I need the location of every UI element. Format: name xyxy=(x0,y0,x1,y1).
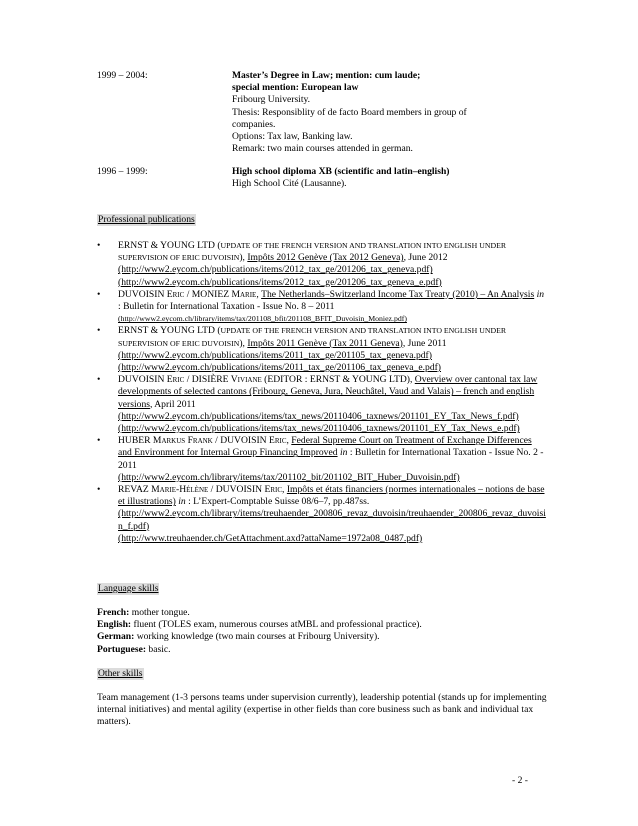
publication-title: Overview over cantonal tax law developments of selected cantons (Fribourg, Geneva, Jura, Neuchâtel, Vaud and Valais) – french and english versions xyxy=(118,374,538,410)
language-label: French: xyxy=(97,607,130,618)
publication-title: Federal Supreme Court on Treatment of Exchange Differences and Environment for Internal Group Financing Improved xyxy=(118,435,532,459)
publications-list xyxy=(97,240,547,545)
publication-title: Impôts 2012 Genève (Tax 2012 Geneva) xyxy=(247,252,404,264)
section-heading-publications: Professional publications xyxy=(98,214,195,225)
publication-info: , June 2011 xyxy=(402,337,447,349)
publication-info: , June 2012 xyxy=(403,252,448,264)
publication-author: DUVOISIN Eric / MONIEZ Marie, xyxy=(118,288,262,300)
publication-link[interactable]: (http://www2.eycom.ch/library/items/treuhaender_200806_revaz_duvoisin/treuhaender_200806_revaz_duvoisin_f.pdf) xyxy=(118,508,546,532)
publication-author: DUVOISIN Eric / DISIÈRE Viviane (EDITOR : ERNST & YOUNG LTD), xyxy=(118,374,415,386)
publication-link[interactable]: (http://www2.eycom.ch/publications/items/2012_tax_ge/201206_tax_geneva.pdf) xyxy=(118,264,433,276)
page-number: - 2 - xyxy=(512,775,528,786)
language-label: German: xyxy=(97,631,135,643)
publication-item xyxy=(97,240,547,289)
education-line: Fribourg University. xyxy=(232,94,311,106)
publication-info: , April 2011 xyxy=(149,398,196,410)
bullet: • xyxy=(97,435,101,447)
publication-info: : Bulletin for International Taxation - Issue No. 2 - 2011 xyxy=(118,447,544,471)
publication-author: REVAZ Marie-Hélène / DUVOISIN Eric, xyxy=(118,484,287,496)
publication-link[interactable]: (http://www2.eycom.ch/publications/items/2011_tax_ge/201106_tax_geneva_e.pdf) xyxy=(118,362,442,374)
publication-in: in xyxy=(175,496,186,508)
education-dates: 1996 – 1999: xyxy=(97,166,148,177)
publication-link[interactable]: (http://www2.eycom.ch/publications/items/2012_tax_ge/201206_tax_geneva_e.pdf) xyxy=(118,276,442,288)
publication-title: Impôts 2011 Genève (Tax 2011 Geneva) xyxy=(247,337,403,349)
publication-author: ERNST & YOUNG LTD ( xyxy=(118,240,221,251)
education-dates: 1999 – 2004: xyxy=(97,70,148,81)
education-line: Remark: two main courses attended in german. xyxy=(232,143,413,155)
language-label: English: xyxy=(97,619,132,631)
publication-item xyxy=(97,435,547,484)
education-line: companies. xyxy=(232,118,276,130)
publication-link[interactable]: (http://www.treuhaender.ch/GetAttachment.axd?attaName=1972a08_0487.pdf) xyxy=(118,532,423,544)
language-level: basic. xyxy=(146,643,171,655)
education-line: High School Cité (Lausanne). xyxy=(232,178,347,190)
publication-link[interactable]: (http://www2.eycom.ch/publications/items/tax_news/20110406_taxnews/201101_EY_Tax_News_e.pdf) xyxy=(118,423,520,435)
language-level: fluent (TOLES exam, numerous courses atMBL and professional practice). xyxy=(131,619,422,631)
separator: ), xyxy=(239,337,248,349)
education-title: High school diploma XB (scientific and latin–english) xyxy=(232,166,450,177)
publication-note: UPDATE OF THE FRENCH VERSION AND TRANSLATION INTO ENGLISH UNDER SUPERVISION OF ERIC DUVOISIN xyxy=(118,241,507,263)
publication-in: in xyxy=(337,447,348,459)
other-skills-text: Team management (1-3 persons teams under supervision currently), leadership potential (stands up for implementing internal initiatives) and mental agility (expertise in other fields than core business such as bank and individual tax matters). xyxy=(97,692,547,728)
bullet: • xyxy=(97,374,101,386)
bullet: • xyxy=(97,325,101,337)
education-details xyxy=(232,166,522,190)
language-item xyxy=(97,644,547,656)
publication-note: UPDATE OF THE FRENCH VERSION AND TRANSLATION INTO ENGLISH UNDER SUPERVISION OF ERIC DUVOISIN xyxy=(118,326,507,348)
language-level: working knowledge (two main courses at Fribourg University). xyxy=(134,631,380,643)
separator: ), xyxy=(239,252,248,264)
publication-author: ERNST & YOUNG LTD ( xyxy=(118,325,221,337)
publication-item xyxy=(97,484,547,545)
language-item xyxy=(97,631,547,643)
publication-link[interactable]: (http://www2.eycom.ch/library/items/tax/201108_bfit/201108_BFIT_Duvoisin_Moniez.pdf) xyxy=(118,314,407,324)
language-item xyxy=(97,619,547,631)
publication-info: : Bulletin for International Taxation - Issue No. 8 – 2011 xyxy=(118,301,335,313)
section-heading-other-skills: Other skills xyxy=(98,668,143,679)
publication-item xyxy=(97,325,547,374)
education-title: special mention: European law xyxy=(232,82,359,94)
publication-link[interactable]: (http://www2.eycom.ch/library/items/tax/201102_bit/201102_BIT_Huber_Duvoisin.pdf) xyxy=(118,471,460,483)
publication-in: in xyxy=(534,288,545,300)
publication-title: Impôts et états financiers (normes internationales – notions de base et illustrations) xyxy=(118,484,545,508)
language-list xyxy=(97,607,547,656)
education-details xyxy=(232,70,522,155)
bullet: • xyxy=(97,484,101,496)
education-line: Options: Tax law, Banking law. xyxy=(232,131,353,143)
section-heading-languages: Language skills xyxy=(98,583,159,594)
education-line: Thesis: Responsiblity of de facto Board members in group of xyxy=(232,106,467,118)
bullet: • xyxy=(97,288,101,300)
publication-info: : L’Expert-Comptable Suisse 08/6–7, pp.487ss. xyxy=(185,496,370,508)
publication-link[interactable]: (http://www2.eycom.ch/publications/items/2011_tax_ge/201105_tax_geneva.pdf) xyxy=(118,349,432,361)
education-title: Master’s Degree in Law; mention: cum laude; xyxy=(232,70,421,81)
publication-link[interactable]: (http://www2.eycom.ch/publications/items/tax_news/20110406_taxnews/201101_EY_Tax_News_f.pdf) xyxy=(118,410,519,422)
language-level: mother tongue. xyxy=(129,607,190,618)
language-label: Portuguese: xyxy=(97,643,147,655)
publication-title: The Netherlands–Switzerland Income Tax Treaty (2010) – An Analysis xyxy=(261,288,535,300)
publication-item xyxy=(97,374,547,435)
bullet: • xyxy=(97,240,101,251)
language-item xyxy=(97,607,547,619)
publication-item xyxy=(97,289,547,326)
publication-author: HUBER Markus Frank / DUVOISIN Eric, xyxy=(118,435,292,447)
